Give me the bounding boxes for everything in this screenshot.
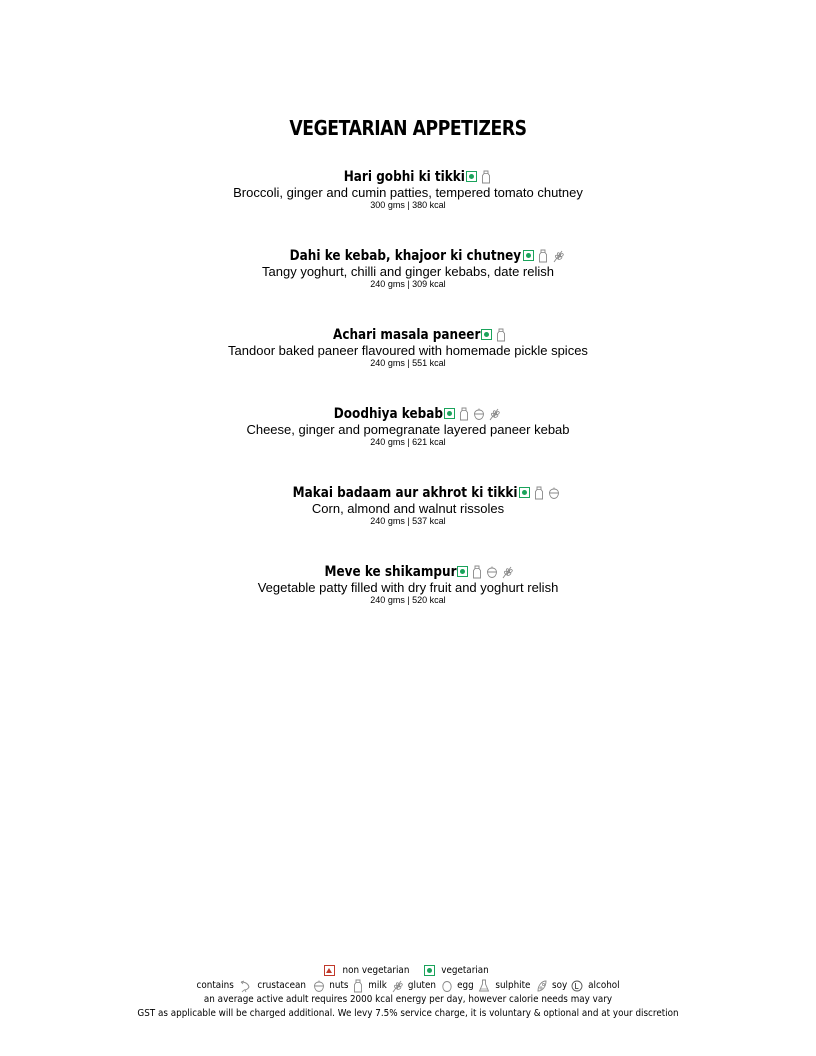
non-vegetarian-icon: [324, 965, 335, 976]
menu-item-portion-calories: 240 gms | 551 kcal: [370, 358, 446, 368]
egg-label: egg: [457, 980, 475, 991]
milk-icon: [495, 328, 507, 342]
menu-item-name: Makai badaam aur akhrot ki tikki: [292, 484, 518, 501]
milk-icon: [458, 407, 470, 421]
menu-item-heading: [0, 405, 816, 422]
menu-item-description: Vegetable patty filled with dry fruit and yoghurt relish: [257, 580, 559, 595]
menu-item: [0, 484, 816, 563]
diet-legend: [0, 963, 816, 978]
gluten-icon: [501, 565, 513, 579]
vegetarian-label: vegetarian: [441, 965, 489, 976]
vegetarian-icon: [481, 329, 492, 340]
egg-icon: [441, 979, 453, 993]
sulphite-label: sulphite: [495, 980, 531, 991]
menu-item: [0, 563, 816, 642]
alcohol-icon: [571, 979, 583, 993]
energy-note: an average active adult requires 2000 kcal energy per day, however calorie needs may vary: [203, 994, 613, 1005]
sulphite-icon: [478, 979, 490, 993]
nuts-label: nuts: [328, 980, 349, 991]
menu-item: [0, 247, 816, 326]
menu-item-description: Broccoli, ginger and cumin patties, tempered tomato chutney: [233, 185, 583, 200]
vegetarian-icon: [457, 566, 468, 577]
milk-icon: [537, 249, 549, 263]
crustacean-label: crustacean: [257, 980, 307, 991]
menu-item-name: Dahi ke kebab, khajoor ki chutney: [290, 247, 522, 264]
menu-item-heading: [0, 247, 816, 264]
menu-item: [0, 405, 816, 484]
milk-label: milk: [368, 980, 388, 991]
nuts-icon: [313, 979, 325, 993]
menu-item-heading: [0, 168, 816, 185]
menu-item-heading: [0, 326, 816, 343]
menu-item-portion-calories: 240 gms | 537 kcal: [370, 516, 446, 526]
soy-icon: [536, 979, 548, 993]
menu-item-description: Tandoor baked paneer flavoured with homemade pickle spices: [228, 343, 588, 358]
menu-item-description: Corn, almond and walnut rissoles: [311, 501, 505, 516]
gluten-icon: [391, 979, 403, 993]
menu-item-name: Achari masala paneer: [332, 326, 481, 343]
vegetarian-icon: [523, 250, 534, 261]
nuts-icon: [473, 407, 485, 421]
menu-item: [0, 326, 816, 405]
nuts-icon: [548, 486, 560, 500]
menu-item-heading: [0, 484, 816, 501]
milk-icon: [352, 979, 364, 993]
menu-item-name: Hari gobhi ki tikki: [343, 168, 465, 185]
vegetarian-icon: [444, 408, 455, 419]
vegetarian-icon: [424, 965, 435, 976]
soy-label: soy: [552, 980, 568, 991]
vegetarian-icon: [519, 487, 530, 498]
gluten-label: gluten: [408, 980, 437, 991]
charges-note: GST as applicable will be charged additional. We levy 7.5% service charge, it is voluntary & optional and at your discretion: [137, 1008, 679, 1019]
crustacean-icon: [239, 979, 251, 993]
menu-list: [0, 168, 816, 642]
page-title: VEGETARIAN APPETIZERS: [289, 116, 527, 140]
vegetarian-icon: [466, 171, 477, 182]
contains-label: contains: [196, 980, 234, 991]
menu-item-description: Cheese, ginger and pomegranate layered paneer kebab: [246, 422, 570, 437]
menu-item-portion-calories: 300 gms | 380 kcal: [370, 200, 446, 210]
menu-item-name: Doodhiya kebab: [333, 405, 443, 422]
menu-item: [0, 168, 816, 247]
menu-item-heading: [0, 563, 816, 580]
menu-item-portion-calories: 240 gms | 520 kcal: [370, 595, 446, 605]
gluten-icon: [488, 407, 500, 421]
nuts-icon: [486, 565, 498, 579]
milk-icon: [471, 565, 483, 579]
legend-footer: [0, 963, 816, 1021]
menu-item-description: Tangy yoghurt, chilli and ginger kebabs, date relish: [262, 264, 554, 279]
menu-item-portion-calories: 240 gms | 621 kcal: [370, 437, 446, 447]
menu-item-portion-calories: 240 gms | 309 kcal: [370, 279, 446, 289]
non-vegetarian-label: non vegetarian: [342, 965, 410, 976]
allergen-legend: [0, 978, 816, 993]
gluten-icon: [552, 249, 564, 263]
menu-item-name: Meve ke shikampur: [324, 563, 457, 580]
milk-icon: [533, 486, 545, 500]
milk-icon: [480, 170, 492, 184]
alcohol-label: alcohol: [588, 980, 620, 991]
